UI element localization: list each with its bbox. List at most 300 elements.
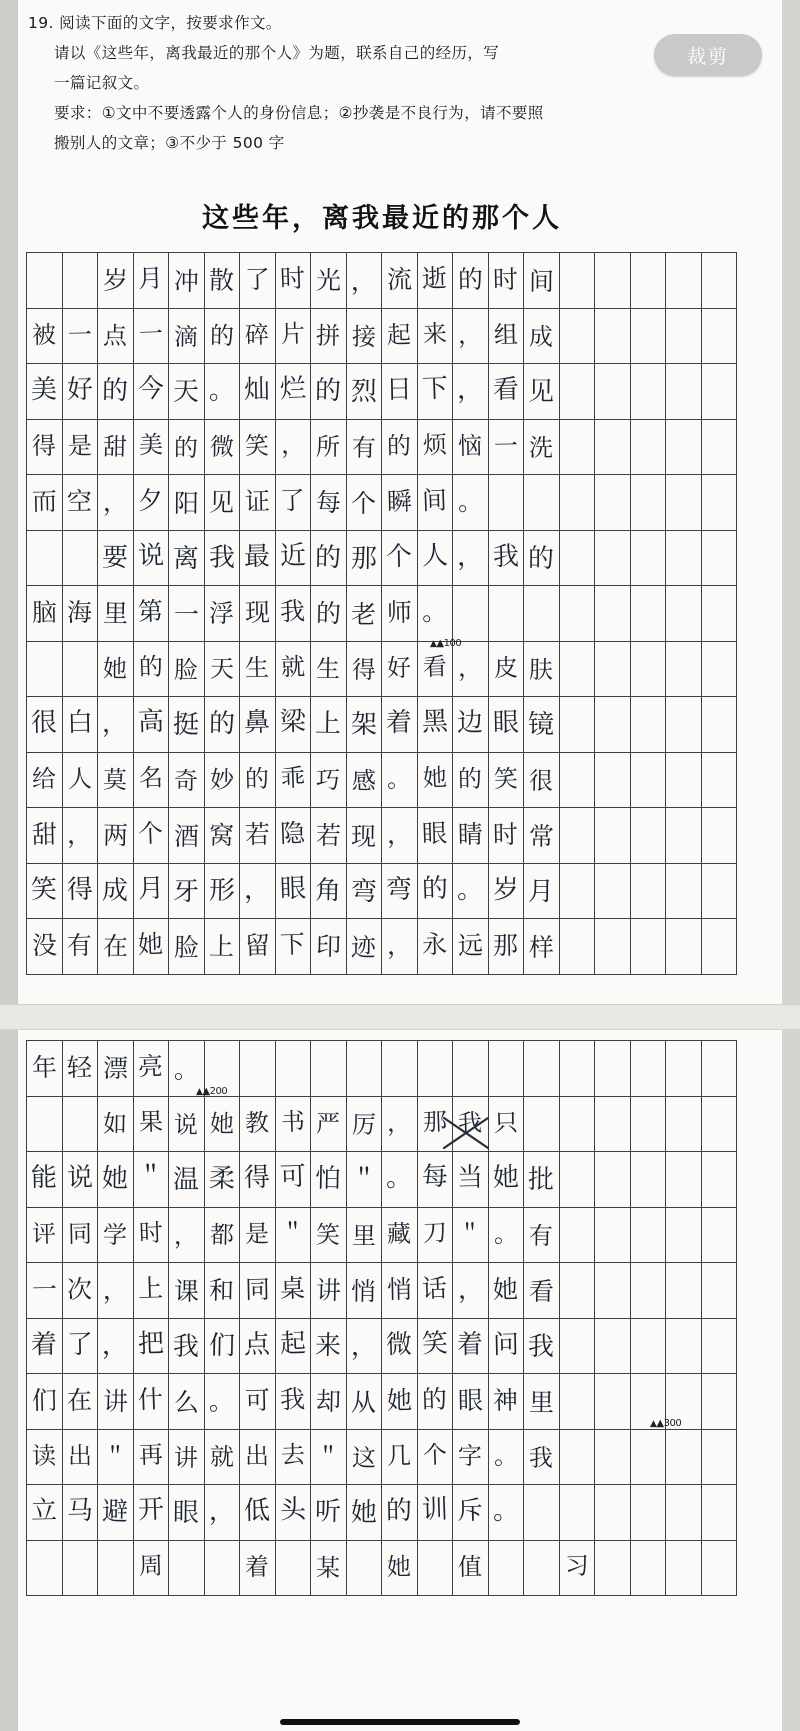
grid-cell: 书 [276, 1097, 312, 1153]
grid-cell: 时 [489, 253, 525, 309]
grid-cell: 。 [205, 364, 241, 420]
grid-cell: 组 [489, 309, 525, 365]
grid-cell: 好 [63, 364, 99, 420]
grid-cell [631, 1430, 667, 1486]
grid-cell [666, 753, 702, 809]
grid-cell: 白 [63, 697, 99, 753]
grid-cell [631, 697, 667, 753]
grid-cell: 莫 [98, 753, 134, 809]
grid-cell: 来 [418, 309, 454, 365]
grid-cell [560, 697, 596, 753]
grid-cell [595, 1319, 631, 1375]
grid-cell: 时 [134, 1208, 170, 1264]
grid-cell: ， [453, 364, 489, 420]
grid-cell: 光 [311, 253, 347, 309]
grid-cell: 时 [276, 253, 312, 309]
grid-cell: 。 [382, 753, 418, 809]
grid-cell: 海 [63, 586, 99, 642]
grid-cell: ， [169, 1208, 205, 1264]
grid-cell [27, 253, 63, 309]
grid-cell [595, 864, 631, 920]
grid-cell [560, 253, 596, 309]
grid-cell: 边 [453, 697, 489, 753]
grid-cell: 。 [169, 1041, 205, 1097]
grid-cell [347, 1541, 383, 1597]
grid-cell: 。 [418, 586, 454, 642]
grid-cell: 。 [453, 864, 489, 920]
grid-cell [702, 864, 738, 920]
grid-row [27, 309, 737, 365]
grid-cell [631, 475, 667, 531]
grid-cell: 接 [347, 309, 383, 365]
grid-cell: 她 [382, 1541, 418, 1597]
grid-cell: 皮 [489, 642, 525, 698]
grid-cell: 她 [205, 1097, 241, 1153]
grid-cell: 悄 [347, 1263, 383, 1319]
grid-cell: 她 [98, 1152, 134, 1208]
grid-cell: 的 [453, 753, 489, 809]
grid-cell: 藏 [382, 1208, 418, 1264]
grid-cell [631, 1319, 667, 1375]
grid-cell: 她 [418, 753, 454, 809]
grid-cell: 灿 [240, 364, 276, 420]
grid-cell [631, 1208, 667, 1264]
grid-cell: ， [98, 697, 134, 753]
grid-cell [631, 919, 667, 975]
grid-cell: 她 [98, 642, 134, 698]
grid-cell [631, 1152, 667, 1208]
grid-cell: 我 [524, 1319, 560, 1375]
grid-cell: 一 [27, 1263, 63, 1319]
grid-cell: 来 [311, 1319, 347, 1375]
grid-cell: 。 [489, 1485, 525, 1541]
grid-cell: 下 [276, 919, 312, 975]
grid-row [27, 1541, 737, 1597]
grid-cell: 第 [134, 586, 170, 642]
grid-cell: 听 [311, 1485, 347, 1541]
grid-cell: 讲 [98, 1374, 134, 1430]
grid-cell [595, 1374, 631, 1430]
grid-cell: 阳 [169, 475, 205, 531]
grid-cell: 的 [311, 364, 347, 420]
grid-cell: 架 [347, 697, 383, 753]
grid-cell [63, 642, 99, 698]
grid-cell [702, 1430, 738, 1486]
grid-cell [702, 808, 738, 864]
answer-grid-sheet-1 [26, 252, 737, 975]
grid-cell: 的 [205, 697, 241, 753]
grid-cell: 是 [240, 1208, 276, 1264]
grid-cell [63, 253, 99, 309]
grid-cell: 从 [347, 1374, 383, 1430]
grid-cell: ＂ [311, 1430, 347, 1486]
grid-cell [702, 1097, 738, 1153]
grid-cell: ＂ [453, 1208, 489, 1264]
grid-row [27, 364, 737, 420]
grid-cell: 牙 [169, 864, 205, 920]
grid-cell: 肤 [524, 642, 560, 698]
grid-cell [702, 697, 738, 753]
grid-cell [666, 253, 702, 309]
grid-cell [560, 586, 596, 642]
grid-cell: 桌 [276, 1263, 312, 1319]
grid-cell: ＂ [134, 1152, 170, 1208]
grid-cell [560, 420, 596, 476]
grid-cell [702, 1374, 738, 1430]
grid-cell: 去 [276, 1430, 312, 1486]
grid-cell: 里 [98, 586, 134, 642]
grid-cell: 很 [27, 697, 63, 753]
grid-cell: 同 [240, 1263, 276, 1319]
grid-cell: 评 [27, 1208, 63, 1264]
grid-cell [595, 1097, 631, 1153]
grid-cell: 空 [63, 475, 99, 531]
grid-cell: 训 [418, 1485, 454, 1541]
grid-cell: 月 [134, 253, 170, 309]
grid-cell: 严 [311, 1097, 347, 1153]
grid-cell: 被 [27, 309, 63, 365]
prompt-line: 要求：①文中不要透露个人的身份信息；②抄袭是不良行为，请不要照 [54, 104, 544, 122]
grid-cell [666, 642, 702, 698]
grid-cell: 个 [418, 1430, 454, 1486]
grid-cell: 乖 [276, 753, 312, 809]
grid-cell [631, 420, 667, 476]
grid-cell [631, 309, 667, 365]
grid-cell: 岁 [489, 864, 525, 920]
grid-cell: 两 [98, 808, 134, 864]
grid-cell [666, 1541, 702, 1597]
grid-cell [560, 642, 596, 698]
grid-cell [63, 1097, 99, 1153]
grid-cell [595, 1541, 631, 1597]
grid-cell [27, 642, 63, 698]
grid-cell [631, 808, 667, 864]
grid-cell: 时 [489, 808, 525, 864]
grid-cell: 留 [240, 919, 276, 975]
grid-cell: 悄 [382, 1263, 418, 1319]
grid-cell [595, 420, 631, 476]
grid-cell [560, 919, 596, 975]
grid-cell [205, 1541, 241, 1597]
crop-button[interactable]: 裁剪 [654, 34, 762, 76]
grid-cell: 当 [453, 1152, 489, 1208]
grid-row [27, 1263, 737, 1319]
grid-cell [595, 753, 631, 809]
grid-cell: 某 [311, 1541, 347, 1597]
prompt-line: 搬别人的文章；③不少于 500 字 [54, 134, 285, 152]
grid-cell [595, 808, 631, 864]
grid-cell: 烈 [347, 364, 383, 420]
grid-cell [382, 1041, 418, 1097]
grid-row [27, 864, 737, 920]
grid-cell: 讲 [169, 1430, 205, 1486]
grid-cell: 起 [382, 309, 418, 365]
grid-cell: ， [347, 1319, 383, 1375]
grid-cell: 起 [276, 1319, 312, 1375]
grid-cell: 烂 [276, 364, 312, 420]
grid-cell: 是 [63, 420, 99, 476]
grid-cell [702, 1319, 738, 1375]
grid-cell: 点 [240, 1319, 276, 1375]
grid-cell: 今 [134, 364, 170, 420]
sheet-separator [0, 1004, 800, 1030]
grid-cell: 微 [205, 420, 241, 476]
grid-cell: 生 [240, 642, 276, 698]
grid-cell [453, 586, 489, 642]
grid-row [27, 753, 737, 809]
grid-cell: 间 [524, 253, 560, 309]
grid-cell: 的 [382, 420, 418, 476]
grid-cell [702, 586, 738, 642]
grid-cell [666, 1097, 702, 1153]
grid-cell: 没 [27, 919, 63, 975]
grid-cell [702, 1541, 738, 1597]
grid-cell: 脑 [27, 586, 63, 642]
grid-cell [702, 531, 738, 587]
grid-cell [595, 1041, 631, 1097]
grid-cell: ， [453, 1263, 489, 1319]
grid-cell: 果 [134, 1097, 170, 1153]
grid-cell: 脸 [169, 919, 205, 975]
grid-cell [27, 1541, 63, 1597]
grid-cell: 样 [524, 919, 560, 975]
grid-cell [631, 1097, 667, 1153]
grid-cell [453, 1041, 489, 1097]
grid-cell [560, 808, 596, 864]
grid-cell: 的 [453, 253, 489, 309]
grid-cell: 下 [418, 364, 454, 420]
grid-cell: 如 [98, 1097, 134, 1153]
grid-cell [666, 531, 702, 587]
grid-cell [524, 586, 560, 642]
grid-cell: 她 [382, 1374, 418, 1430]
grid-cell: 点 [98, 309, 134, 365]
grid-cell: 马 [63, 1485, 99, 1541]
grid-cell [666, 808, 702, 864]
grid-cell: 窝 [205, 808, 241, 864]
grid-cell: 那 [489, 919, 525, 975]
grid-cell: 有 [63, 919, 99, 975]
grid-cell: ， [453, 309, 489, 365]
grid-cell: 师 [382, 586, 418, 642]
grid-cell: 笑 [311, 1208, 347, 1264]
grid-cell: 笑 [489, 753, 525, 809]
grid-cell: 好 [382, 642, 418, 698]
grid-row [27, 1374, 737, 1430]
grid-cell: 生 [311, 642, 347, 698]
paper-edge-left [0, 0, 18, 1731]
grid-cell: 鼻 [240, 697, 276, 753]
grid-cell: 老 [347, 586, 383, 642]
grid-cell: 。 [205, 1374, 241, 1430]
grid-cell [27, 531, 63, 587]
grid-cell [631, 1041, 667, 1097]
grid-cell: 若 [240, 808, 276, 864]
grid-cell: 眼 [276, 864, 312, 920]
grid-row [27, 1430, 737, 1486]
grid-cell: 的 [524, 531, 560, 587]
grid-cell: 。 [382, 1152, 418, 1208]
grid-cell [702, 642, 738, 698]
grid-cell: 么 [169, 1374, 205, 1430]
grid-cell: 美 [134, 420, 170, 476]
grid-cell: 她 [134, 919, 170, 975]
grid-cell: 镜 [524, 697, 560, 753]
grid-cell: 个 [382, 531, 418, 587]
home-indicator [280, 1719, 520, 1725]
grid-cell [631, 586, 667, 642]
grid-cell [595, 586, 631, 642]
grid-cell: ， [453, 531, 489, 587]
grid-cell: 批 [524, 1152, 560, 1208]
grid-cell [702, 253, 738, 309]
grid-cell: ， [98, 475, 134, 531]
grid-cell: 看 [418, 642, 454, 698]
grid-cell: ＂ [347, 1152, 383, 1208]
grid-cell: 温 [169, 1152, 205, 1208]
grid-cell: 这 [347, 1430, 383, 1486]
grid-row [27, 420, 737, 476]
grid-cell [702, 1263, 738, 1319]
grid-cell: 挺 [169, 697, 205, 753]
grid-cell [560, 1430, 596, 1486]
grid-row [27, 253, 737, 309]
grid-cell: ＂ [98, 1430, 134, 1486]
grid-cell: 说 [169, 1097, 205, 1153]
grid-cell [63, 1541, 99, 1597]
grid-cell [702, 1041, 738, 1097]
grid-cell: 天 [205, 642, 241, 698]
grid-cell: 柔 [205, 1152, 241, 1208]
grid-cell: 和 [205, 1263, 241, 1319]
grid-cell [560, 753, 596, 809]
grid-cell: 很 [524, 753, 560, 809]
grid-cell: 同 [63, 1208, 99, 1264]
grid-cell: 轻 [63, 1041, 99, 1097]
grid-cell: 看 [524, 1263, 560, 1319]
grid-cell: 着 [382, 697, 418, 753]
grid-cell [560, 1485, 596, 1541]
grid-row [27, 1041, 737, 1097]
grid-cell: 天 [169, 364, 205, 420]
grid-cell: ， [453, 642, 489, 698]
grid-cell: 。 [489, 1430, 525, 1486]
grid-cell: 我 [169, 1319, 205, 1375]
grid-cell: 她 [489, 1152, 525, 1208]
grid-cell [489, 1541, 525, 1597]
grid-cell [276, 1041, 312, 1097]
grid-cell: 我 [205, 531, 241, 587]
grid-cell: 月 [134, 864, 170, 920]
grid-cell: ， [276, 420, 312, 476]
grid-cell: 把 [134, 1319, 170, 1375]
grid-cell: 证 [240, 475, 276, 531]
grid-cell: 形 [205, 864, 241, 920]
grid-cell [560, 1097, 596, 1153]
grid-cell: 见 [524, 364, 560, 420]
grid-cell: 浮 [205, 586, 241, 642]
grid-cell [631, 364, 667, 420]
grid-cell: 一 [489, 420, 525, 476]
grid-cell [702, 364, 738, 420]
grid-cell [560, 1208, 596, 1264]
grid-cell [631, 1485, 667, 1541]
answer-grid-sheet-2 [26, 1040, 737, 1596]
grid-cell [560, 1041, 596, 1097]
grid-cell: 神 [489, 1374, 525, 1430]
grid-cell: 美 [27, 364, 63, 420]
prompt-line: 一篇记叙文。 [54, 74, 150, 92]
grid-cell [560, 475, 596, 531]
grid-cell: 了 [240, 253, 276, 309]
grid-cell: 立 [27, 1485, 63, 1541]
grid-cell [560, 364, 596, 420]
grid-cell: 周 [134, 1541, 170, 1597]
grid-cell [666, 309, 702, 365]
grid-cell: 再 [134, 1430, 170, 1486]
grid-cell: 亮 [134, 1041, 170, 1097]
grid-cell: 问 [489, 1319, 525, 1375]
grid-cell [666, 364, 702, 420]
grid-cell: 日 [382, 364, 418, 420]
grid-cell: 要 [98, 531, 134, 587]
grid-cell [702, 753, 738, 809]
grid-cell: 的 [169, 420, 205, 476]
grid-cell: 夕 [134, 475, 170, 531]
char-count-marker-200: ▲▲200 [196, 1086, 228, 1097]
grid-cell [666, 420, 702, 476]
grid-cell [311, 1041, 347, 1097]
grid-cell [169, 1541, 205, 1597]
grid-cell [418, 1541, 454, 1597]
grid-cell: 现 [347, 808, 383, 864]
grid-cell: 脸 [169, 642, 205, 698]
grid-cell: 课 [169, 1263, 205, 1319]
grid-cell [560, 531, 596, 587]
grid-cell: 却 [311, 1374, 347, 1430]
grid-cell: 可 [276, 1152, 312, 1208]
grid-cell [702, 919, 738, 975]
grid-cell: 常 [524, 808, 560, 864]
grid-cell: 我 [276, 1374, 312, 1430]
grid-cell [347, 1041, 383, 1097]
grid-cell: 避 [98, 1485, 134, 1541]
grid-cell [524, 475, 560, 531]
grid-cell [524, 1097, 560, 1153]
grid-cell: 妙 [205, 753, 241, 809]
grid-row [27, 1208, 737, 1264]
grid-cell [27, 1097, 63, 1153]
grid-cell: 那 [347, 531, 383, 587]
grid-cell [666, 1430, 702, 1486]
grid-cell: 冲 [169, 253, 205, 309]
grid-cell: ， [240, 864, 276, 920]
grid-cell: 有 [347, 420, 383, 476]
grid-cell [702, 1485, 738, 1541]
grid-cell: 在 [98, 919, 134, 975]
grid-cell: 有 [524, 1208, 560, 1264]
grid-cell: 一 [169, 586, 205, 642]
grid-cell: 黑 [418, 697, 454, 753]
grid-cell: 梁 [276, 697, 312, 753]
grid-cell: 眼 [418, 808, 454, 864]
grid-cell [702, 309, 738, 365]
grid-cell [595, 475, 631, 531]
grid-cell: 她 [489, 1263, 525, 1319]
grid-cell: 们 [205, 1319, 241, 1375]
grid-cell: 酒 [169, 808, 205, 864]
grid-cell: 印 [311, 919, 347, 975]
